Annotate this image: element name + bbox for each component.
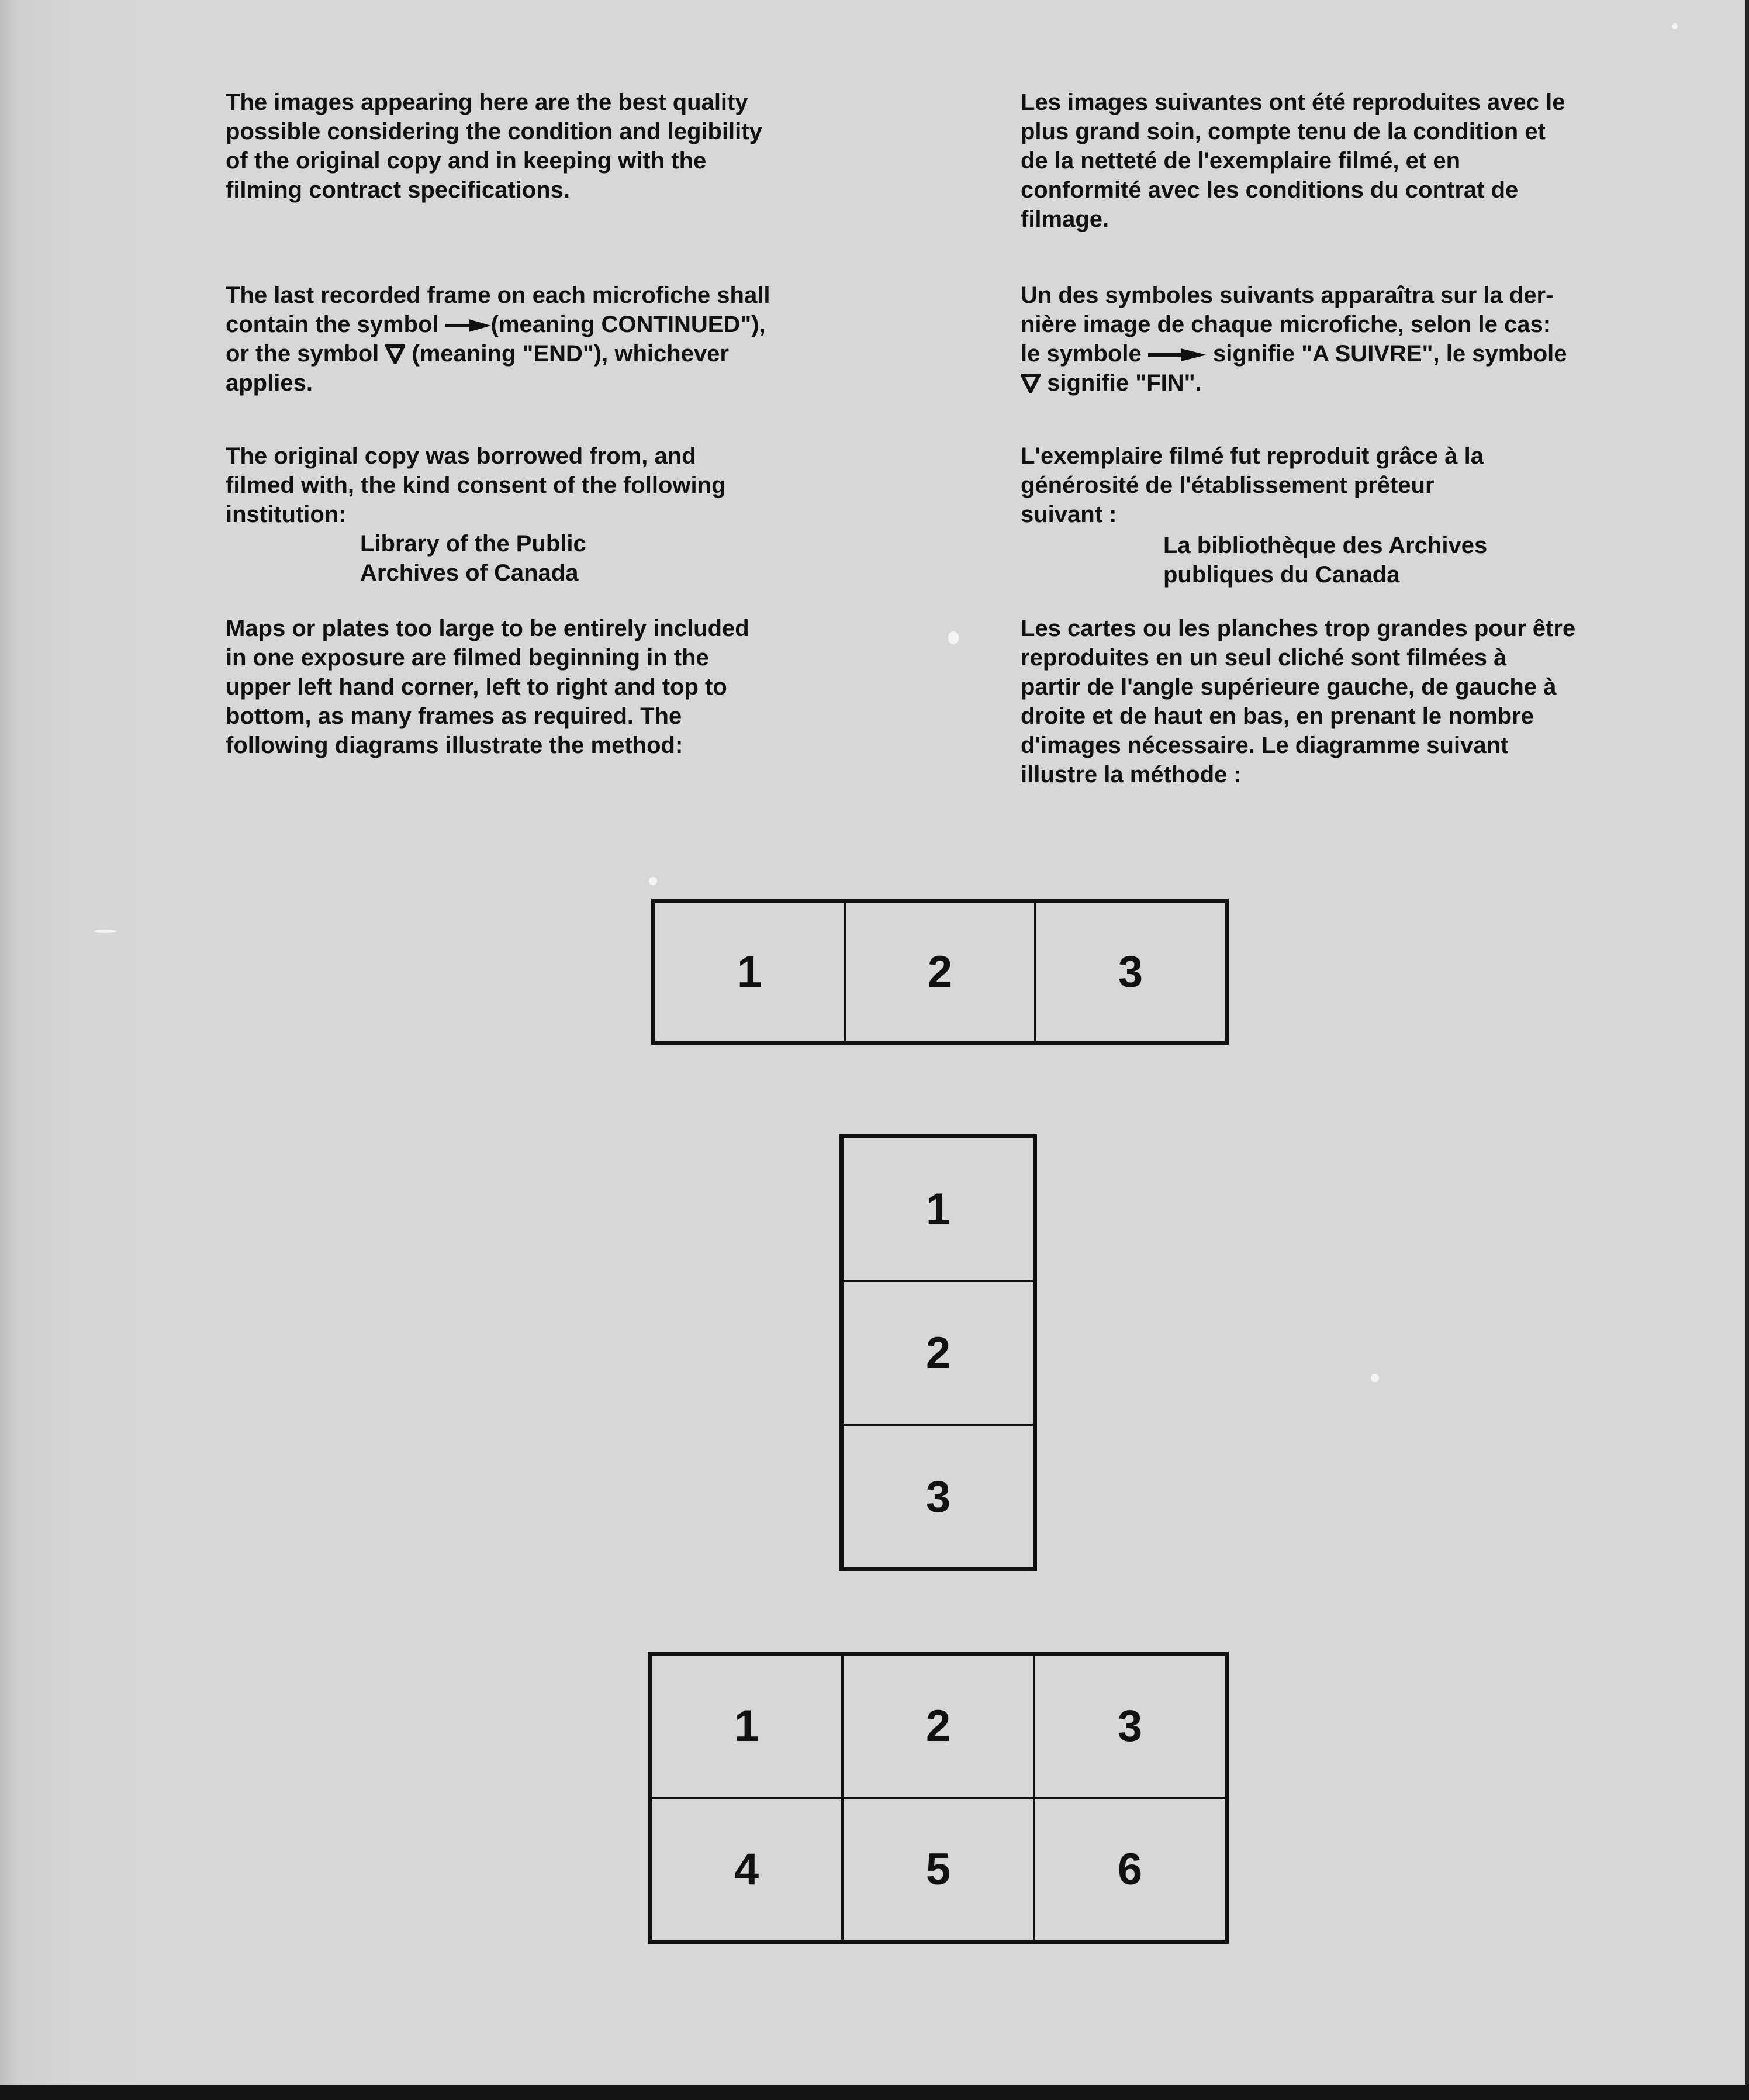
frame-cell: 3 [1035, 902, 1226, 1042]
english-symbol-text-a: The last recorded frame on each microfiche shall contain the symbol [226, 282, 770, 337]
film-edge-bottom [0, 2085, 1749, 2100]
horizontal-frames-diagram [651, 899, 1229, 1045]
triangle-down-icon [1021, 373, 1041, 393]
french-consent-paragraph: L'exemplaire filmé fut reproduit grâce à la générosité de l'établissement prêteur suivant : [1021, 443, 1484, 527]
english-quality-paragraph: The images appearing here are the best quality possible considering the condition and legibility of the original copy and in keeping with the filming contract specifications. [226, 89, 762, 203]
film-edge-shadow [0, 0, 145, 2100]
english-institution-name: Library of the Public Archives of Canada [360, 531, 586, 586]
french-symbol-paragraph [1021, 281, 1567, 398]
film-speck [1672, 23, 1678, 29]
frame-cell: 3 [1034, 1655, 1226, 1798]
frame-cell: 2 [842, 1281, 1034, 1425]
english-consent-paragraph: The original copy was borrowed from, and filmed with, the kind consent of the following institution: [226, 443, 726, 527]
french-symbol-text-b: signifie "A SUIVRE", le symbole [1213, 341, 1567, 367]
english-symbol-paragraph [226, 281, 770, 398]
frame-cell: 3 [842, 1425, 1034, 1569]
frame-cell: 5 [842, 1798, 1034, 1941]
frame-cell: 1 [654, 902, 845, 1042]
english-symbol-text-c: (meaning "END"), whichever applies. [226, 341, 729, 396]
arrow-right-icon [445, 318, 491, 333]
french-symbol-text-a: Un des symboles suivants apparaîtra sur la der- nière image de chaque microfiche, selon le cas: le symbole [1021, 282, 1554, 367]
vertical-frames-diagram [839, 1134, 1037, 1571]
frame-cell: 2 [842, 1655, 1034, 1798]
grid-frames-diagram [648, 1652, 1229, 1944]
french-symbol-text-c: signifie "FIN". [1047, 370, 1202, 396]
film-speck [94, 930, 117, 933]
triangle-down-icon [385, 344, 405, 364]
frame-cell: 1 [651, 1655, 842, 1798]
french-quality-paragraph: Les images suivantes ont été reproduites avec le plus grand soin, compte tenu de la condition et de la netteté de l'exemplaire filmé, et en conformité avec les conditions du contrat de filmage. [1021, 89, 1565, 232]
arrow-right-icon [1148, 347, 1207, 362]
english-method-paragraph: Maps or plates too large to be entirely included in one exposure are filmed beginning in the upper left hand corner, left to right and top to bottom, as many frames as required. The following diagrams illustrate the method: [226, 616, 749, 758]
film-edge-right [1745, 0, 1749, 2100]
film-speck [948, 631, 959, 644]
english-symbol-text-b: (meaning CONTINUED"), or the symbol [226, 312, 766, 367]
french-method-paragraph: Les cartes ou les planches trop grandes pour être reproduites en un seul cliché sont filmées à partir de l'angle supérieure gauche, de gauche à droite et de haut en bas, en prenant le nombre d'images nécessaire. Le diagramme suivant illustre la méthode : [1021, 616, 1576, 788]
frame-cell: 1 [842, 1137, 1034, 1281]
frame-cell: 2 [845, 902, 1035, 1042]
frame-cell: 4 [651, 1798, 842, 1941]
film-speck [1371, 1374, 1379, 1382]
frame-cell: 6 [1034, 1798, 1226, 1941]
film-speck [649, 877, 657, 885]
french-institution-name: La bibliothèque des Archives publiques du Canada [1163, 533, 1488, 588]
